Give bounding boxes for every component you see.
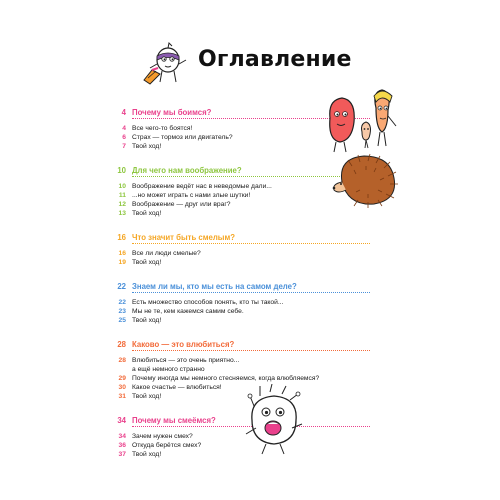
toc-section-heading[interactable]	[110, 281, 370, 293]
entry-page-number: 36	[118, 442, 126, 449]
superhero-character-illustration	[138, 40, 192, 86]
entry-page-number: 28	[118, 357, 126, 364]
entry-title: Влюбиться — это очень приятно...	[132, 357, 240, 364]
entry-title: ...но может играть с нами злые шутки!	[132, 192, 251, 199]
entry-page-number: 4	[122, 125, 126, 132]
entry-page-number: 22	[118, 299, 126, 306]
toc-entry[interactable]	[110, 432, 370, 441]
toc-entry[interactable]	[110, 365, 370, 374]
entry-page-number: 13	[118, 210, 126, 217]
entry-title: Какое счастье — влюбиться!	[132, 384, 222, 391]
title-row	[138, 40, 378, 86]
entry-page-number: 19	[118, 259, 126, 266]
entry-title: Есть множество способов понять, кто ты такой...	[132, 299, 284, 306]
toc-section	[110, 339, 370, 401]
entry-page-number: 7	[122, 143, 126, 150]
section-title: Почему мы боимся?	[132, 108, 212, 117]
entry-page-number: 29	[118, 375, 126, 382]
entry-title: а ещё немного странно	[132, 366, 205, 373]
entry-page-number: 37	[118, 451, 126, 458]
entry-title: Твой ход!	[132, 451, 162, 458]
entry-title: Откуда берётся смех?	[132, 442, 202, 449]
entry-page-number: 11	[118, 192, 126, 199]
hedgehog-illustration	[328, 150, 402, 208]
section-title: Что значит быть смелым?	[132, 233, 235, 242]
section-title: Для чего нам воображение?	[132, 166, 242, 175]
laughing-character-illustration	[242, 384, 306, 456]
toc-entry[interactable]	[110, 298, 370, 307]
section-page-number: 4	[121, 108, 126, 117]
section-divider	[132, 243, 370, 244]
entry-title: Зачем нужен смех?	[132, 433, 193, 440]
toc-entry[interactable]	[110, 441, 370, 450]
toc-section-heading[interactable]	[110, 232, 370, 244]
toc-entry[interactable]	[110, 307, 370, 316]
toc-entry[interactable]	[110, 209, 370, 218]
entry-page-number: 31	[118, 393, 126, 400]
entry-title: Все чего-то боятся!	[132, 125, 193, 132]
toc-entry[interactable]	[110, 258, 370, 267]
entry-page-number: 34	[118, 433, 126, 440]
entry-page-number: 25	[118, 317, 126, 324]
toc-entry[interactable]	[110, 392, 370, 401]
section-title: Почему мы смеёмся?	[132, 416, 216, 425]
toc-section-heading[interactable]	[110, 415, 370, 427]
toc-section-heading[interactable]	[110, 339, 370, 351]
toc-entry[interactable]	[110, 383, 370, 392]
section-page-number: 22	[117, 282, 126, 291]
entry-page-number: 23	[118, 308, 126, 315]
entry-title: Почему иногда мы немного стесняемся, когда влюбляемся?	[132, 375, 320, 382]
toc-section	[110, 281, 370, 325]
entry-page-number: 6	[122, 134, 126, 141]
entry-title: Воображение — друг или враг?	[132, 201, 231, 208]
section-page-number: 10	[117, 166, 126, 175]
entry-title: Твой ход!	[132, 393, 162, 400]
entry-title: Все ли люди смелые?	[132, 250, 201, 257]
toc-entry[interactable]	[110, 374, 370, 383]
entry-title: Твой ход!	[132, 317, 162, 324]
entry-title: Мы не те, кем кажемся самим себе.	[132, 308, 244, 315]
toc-section	[110, 415, 370, 459]
section-page-number: 16	[117, 233, 126, 242]
entry-title: Твой ход!	[132, 259, 162, 266]
entry-title: Страх — тормоз или двигатель?	[132, 134, 233, 141]
entry-title: Воображение ведёт нас в неведомые дали...	[132, 183, 272, 190]
section-page-number: 28	[117, 340, 126, 349]
toc-entry[interactable]	[110, 316, 370, 325]
toc-section	[110, 232, 370, 267]
section-page-number: 34	[117, 416, 126, 425]
toc-entry[interactable]	[110, 356, 370, 365]
section-title: Знаем ли мы, кто мы есть на самом деле?	[132, 282, 297, 291]
entry-page-number: 12	[118, 201, 126, 208]
toc-entry[interactable]	[110, 450, 370, 459]
page-title: Оглавление	[198, 47, 352, 72]
section-divider	[132, 292, 370, 293]
entry-page-number: 16	[118, 250, 126, 257]
toc-entry[interactable]	[110, 249, 370, 258]
entry-page-number: 30	[118, 384, 126, 391]
section-title: Каково — это влюбиться?	[132, 340, 235, 349]
section-divider	[132, 350, 370, 351]
entry-title: Твой ход!	[132, 143, 162, 150]
entry-title: Твой ход!	[132, 210, 162, 217]
entry-page-number: 10	[118, 183, 126, 190]
